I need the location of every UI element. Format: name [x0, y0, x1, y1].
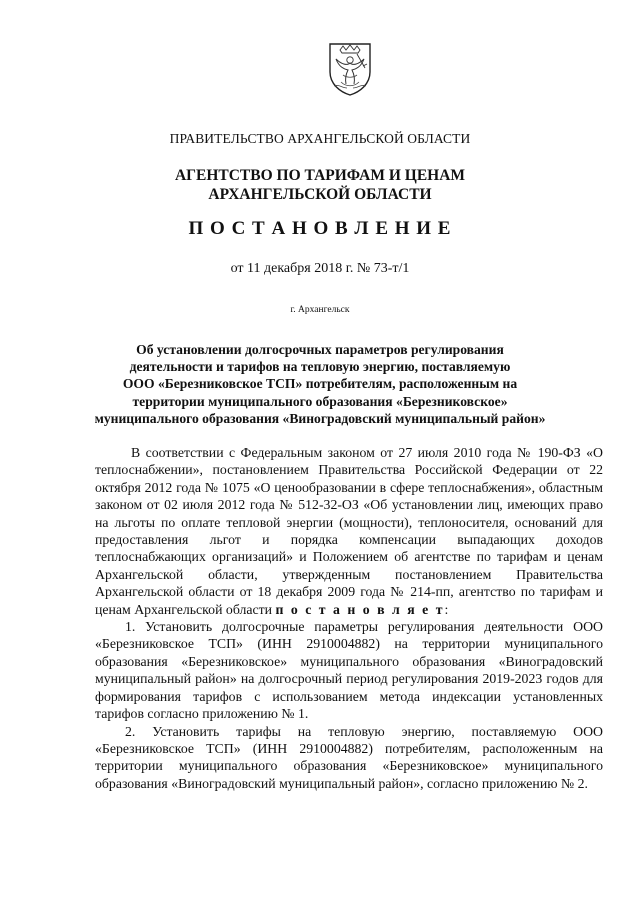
- agency-name-line-2: АРХАНГЕЛЬСКОЙ ОБЛАСТИ: [208, 186, 432, 203]
- preamble-end: :: [444, 601, 449, 617]
- subject-line: Об установлении долгосрочных параметров регулирования: [136, 342, 504, 357]
- subject-line: муниципального образования «Виноградовский муниципальный район»: [94, 410, 546, 426]
- subject-line: ООО «Березниковское ТСП» потребителям, расположенным на: [122, 376, 518, 392]
- preamble-text: В соответствии с Федеральным законом от 27 июля 2010 года № 190-ФЗ «О теплоснабжении», постановлением Правительства Российской Федерации от 22 октября 2012 года № 1075 «О ценообразовании в сфере теплоснабжения», областным законом от 02 июля 2012 года № 512-32-ОЗ «Об установлении лиц, имеющих право на льготы по оплате тепловой энергии (мощности), теплоносителя, оснований для предоставления льгот и порядка компенсации выпадающих доходов теплоснабжающих организаций» и Положением об агентстве по тарифам и ценам Архангельской области, утвержденным постановлением Правительства Архангельской области от 18 декабря 2009 года № 214-пп, агентство по тарифам и ценам Архангельской области: [95, 445, 603, 617]
- resolves-word: п о с т а н о в л я е т: [275, 601, 445, 617]
- document-body: [95, 444, 603, 792]
- subject-line: деятельности и тарифов на тепловую энергию, поставляемую: [129, 359, 511, 375]
- document-city: г. Архангельск: [290, 305, 350, 315]
- document-subject: [0, 341, 640, 427]
- subject-line: территории муниципального образования «Березниковское»: [132, 393, 508, 409]
- coat-of-arms-emblem: [327, 42, 373, 96]
- clause-paragraph: 2. Установить тарифы на тепловую энергию, поставляемую ООО «Березниковское ТСП» (ИНН 2910004882) потребителям, расположенным на территории муниципального образования «Березниковское» муниципального образования «Виноградовский муниципальный район», согласно приложению № 2.: [95, 723, 603, 791]
- agency-name-line-1: АГЕНТСТВО ПО ТАРИФАМ И ЦЕНАМ: [174, 167, 466, 184]
- clause-paragraph: 1. Установить долгосрочные параметры регулирования деятельности ООО «Березниковское ТСП» (ИНН 2910004882) на территории муниципального образования «Березниковское» муниципального образования «Виноградовский муниципальный район» на долгосрочный период регулирования 2019-2023 годов для формирования тарифов с использованием метода индексации установленных тарифов согласно приложению № 1.: [95, 619, 603, 722]
- preamble-paragraph: [95, 444, 603, 618]
- government-name: ПРАВИТЕЛЬСТВО АРХАНГЕЛЬСКОЙ ОБЛАСТИ: [169, 131, 471, 146]
- document-date-number: от 11 декабря 2018 г. № 73-т/1: [230, 261, 410, 276]
- document-type-title: П О С Т А Н О В Л Е Н И Е: [188, 218, 452, 239]
- agency-name: [0, 166, 640, 204]
